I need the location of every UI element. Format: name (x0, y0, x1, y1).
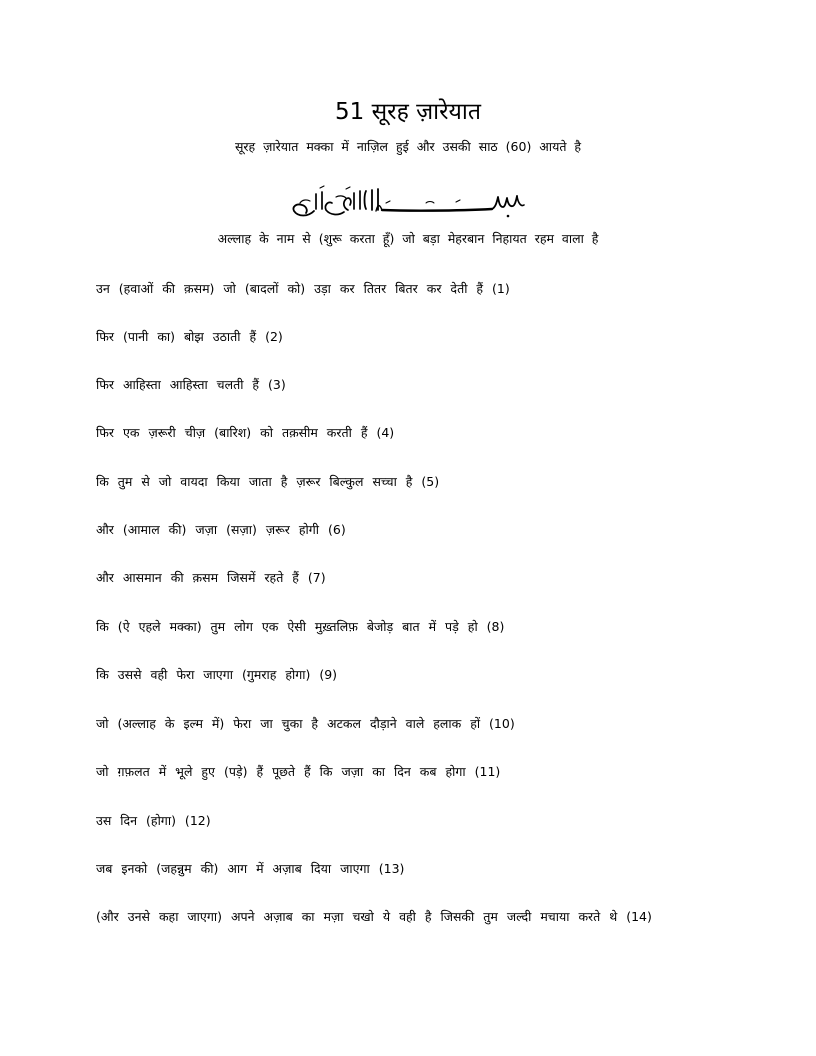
verse-4: फिर एक ज़रूरी चीज़ (बारिश) को तक़सीम करती हैं (4) (96, 425, 395, 440)
verse-12: उस दिन (होगा) (12) (96, 813, 211, 828)
verse-1: उन (हवाओं की क़सम) जो (बादलों को) उड़ा कर तितर बितर कर देती हैं (1) (96, 281, 510, 296)
verse-3: फिर आहिस्ता आहिस्ता चलती हैं (3) (96, 377, 286, 392)
bismillah-calligraphy (286, 183, 530, 225)
verse-9: कि उससे वही फेरा जाएगा (गुमराह होगा) (9) (96, 667, 338, 682)
verse-8: कि (ऐ एहले मक्का) तुम लोग एक ऐसी मुख़्तलिफ़ बेजोड़ बात में पड़े हो (8) (96, 619, 505, 634)
verse-6: और (आमाल की) जज़ा (सज़ा) ज़रूर होगी (6) (96, 522, 346, 537)
verse-2: फिर (पानी का) बोझ उठाती हैं (2) (96, 329, 283, 344)
verse-13: जब इनको (जहन्नुम की) आग में अज़ाब दिया जाएगा (13) (96, 861, 405, 876)
surah-title: 51 सूरह ज़ारेयात (335, 99, 481, 125)
verse-10: जो (अल्लाह के इल्म में) फेरा जा चुका है अटकल दौड़ाने वाले हलाक हों (10) (96, 716, 515, 731)
surah-subtitle: सूरह ज़ारेयात मक्का में नाज़िल हुई और उसकी साठ (60) आयते है (234, 139, 582, 154)
verse-5: कि तुम से जो वायदा किया जाता है ज़रूर बिल्कुल सच्चा है (5) (96, 474, 440, 489)
bismillah-calligraphy-graphic (286, 183, 530, 225)
verse-7: और आसमान की क़सम जिसमें रहते हैं (7) (96, 570, 326, 585)
bismillah-translation: अल्लाह के नाम से (शुरू करता हूँ) जो बड़ा मेहरबान निहायत रहम वाला है (217, 231, 599, 246)
verse-11: जो ग़फ़लत में भूले हुए (पड़े) हैं पूछते हैं कि जज़ा का दिन कब होगा (11) (96, 764, 501, 779)
verse-14: (और उनसे कहा जाएगा) अपने अज़ाब का मज़ा चखो ये वही है जिसकी तुम जल्दी मचाया करते थे (14) (96, 909, 652, 924)
